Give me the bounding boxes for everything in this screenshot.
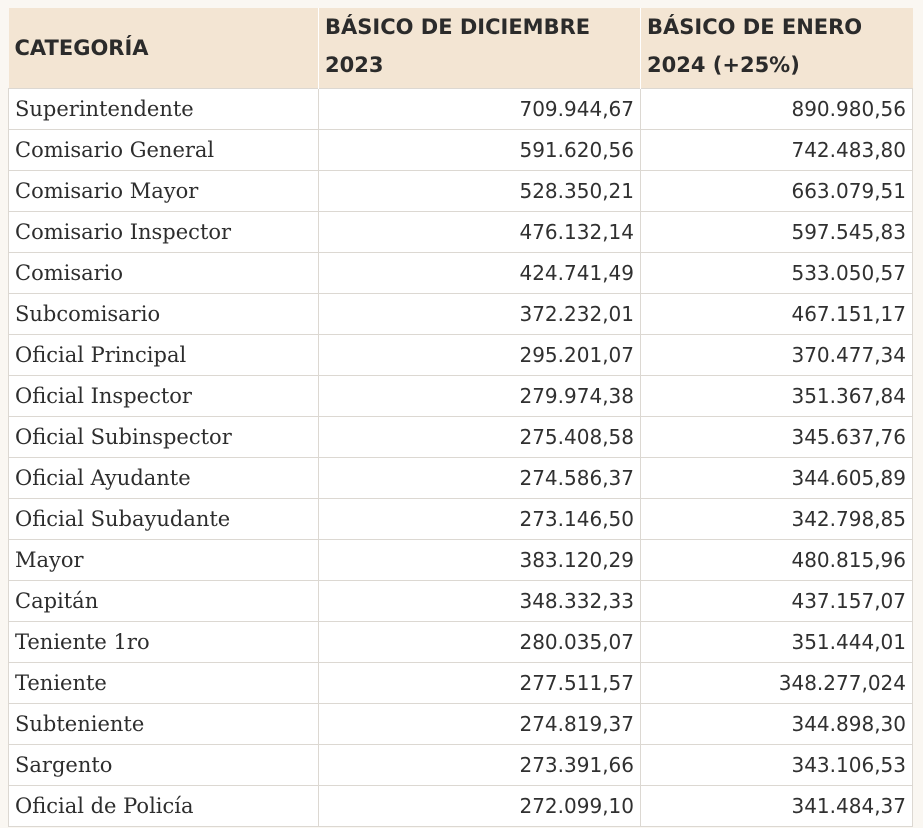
header-diciembre-line2: 2023 <box>325 53 384 77</box>
table-row <box>9 376 913 417</box>
cell-diciembre: 277.511,57 <box>319 663 641 704</box>
cell-categoria: Comisario Mayor <box>9 171 319 212</box>
table-row <box>9 294 913 335</box>
table-row <box>9 417 913 458</box>
cell-categoria: Oficial Subinspector <box>9 417 319 458</box>
cell-diciembre: 280.035,07 <box>319 622 641 663</box>
cell-categoria: Comisario <box>9 253 319 294</box>
cell-diciembre: 424.741,49 <box>319 253 641 294</box>
cell-diciembre: 275.408,58 <box>319 417 641 458</box>
cell-categoria: Oficial Subayudante <box>9 499 319 540</box>
cell-diciembre: 274.819,37 <box>319 704 641 745</box>
cell-diciembre: 348.332,33 <box>319 581 641 622</box>
cell-diciembre: 372.232,01 <box>319 294 641 335</box>
cell-enero: 890.980,56 <box>641 89 913 130</box>
table-row <box>9 704 913 745</box>
cell-categoria: Oficial Inspector <box>9 376 319 417</box>
salary-table-container <box>8 8 912 827</box>
table-row <box>9 745 913 786</box>
cell-categoria: Mayor <box>9 540 319 581</box>
table-row <box>9 540 913 581</box>
table-row <box>9 335 913 376</box>
cell-enero: 351.367,84 <box>641 376 913 417</box>
cell-diciembre: 476.132,14 <box>319 212 641 253</box>
cell-categoria: Oficial de Policía <box>9 786 319 827</box>
cell-categoria: Oficial Ayudante <box>9 458 319 499</box>
cell-categoria: Capitán <box>9 581 319 622</box>
header-categoria-label: CATEGORÍA <box>14 36 149 60</box>
table-row <box>9 581 913 622</box>
table-row <box>9 130 913 171</box>
header-categoria <box>9 8 319 89</box>
cell-categoria: Oficial Principal <box>9 335 319 376</box>
table-row <box>9 253 913 294</box>
table-row <box>9 89 913 130</box>
header-enero-line1: BÁSICO DE ENERO <box>647 15 863 39</box>
cell-enero: 742.483,80 <box>641 130 913 171</box>
header-enero <box>641 8 913 89</box>
cell-enero: 533.050,57 <box>641 253 913 294</box>
cell-enero: 343.106,53 <box>641 745 913 786</box>
table-row <box>9 171 913 212</box>
cell-diciembre: 709.944,67 <box>319 89 641 130</box>
cell-enero: 345.637,76 <box>641 417 913 458</box>
cell-enero: 351.444,01 <box>641 622 913 663</box>
cell-enero: 344.898,30 <box>641 704 913 745</box>
cell-diciembre: 273.146,50 <box>319 499 641 540</box>
cell-enero: 597.545,83 <box>641 212 913 253</box>
cell-diciembre: 591.620,56 <box>319 130 641 171</box>
cell-diciembre: 528.350,21 <box>319 171 641 212</box>
header-row <box>9 8 913 89</box>
header-enero-line2: 2024 (+25%) <box>647 53 800 77</box>
table-row <box>9 212 913 253</box>
cell-diciembre: 272.099,10 <box>319 786 641 827</box>
cell-categoria: Teniente 1ro <box>9 622 319 663</box>
cell-enero: 467.151,17 <box>641 294 913 335</box>
salary-table <box>8 8 913 827</box>
table-row <box>9 663 913 704</box>
cell-categoria: Subcomisario <box>9 294 319 335</box>
cell-enero: 437.157,07 <box>641 581 913 622</box>
cell-categoria: Teniente <box>9 663 319 704</box>
table-row <box>9 786 913 827</box>
cell-diciembre: 279.974,38 <box>319 376 641 417</box>
cell-enero: 370.477,34 <box>641 335 913 376</box>
cell-enero: 480.815,96 <box>641 540 913 581</box>
cell-enero: 342.798,85 <box>641 499 913 540</box>
cell-diciembre: 295.201,07 <box>319 335 641 376</box>
cell-categoria: Subteniente <box>9 704 319 745</box>
cell-categoria: Comisario Inspector <box>9 212 319 253</box>
cell-enero: 341.484,37 <box>641 786 913 827</box>
cell-categoria: Sargento <box>9 745 319 786</box>
cell-diciembre: 274.586,37 <box>319 458 641 499</box>
cell-enero: 348.277,024 <box>641 663 913 704</box>
table-row <box>9 622 913 663</box>
table-row <box>9 499 913 540</box>
cell-enero: 344.605,89 <box>641 458 913 499</box>
table-header <box>9 8 913 89</box>
cell-categoria: Comisario General <box>9 130 319 171</box>
cell-diciembre: 383.120,29 <box>319 540 641 581</box>
cell-diciembre: 273.391,66 <box>319 745 641 786</box>
cell-categoria: Superintendente <box>9 89 319 130</box>
table-body <box>9 89 913 827</box>
table-row <box>9 458 913 499</box>
header-diciembre-line1: BÁSICO DE DICIEMBRE <box>325 15 591 39</box>
header-diciembre <box>319 8 641 89</box>
cell-enero: 663.079,51 <box>641 171 913 212</box>
